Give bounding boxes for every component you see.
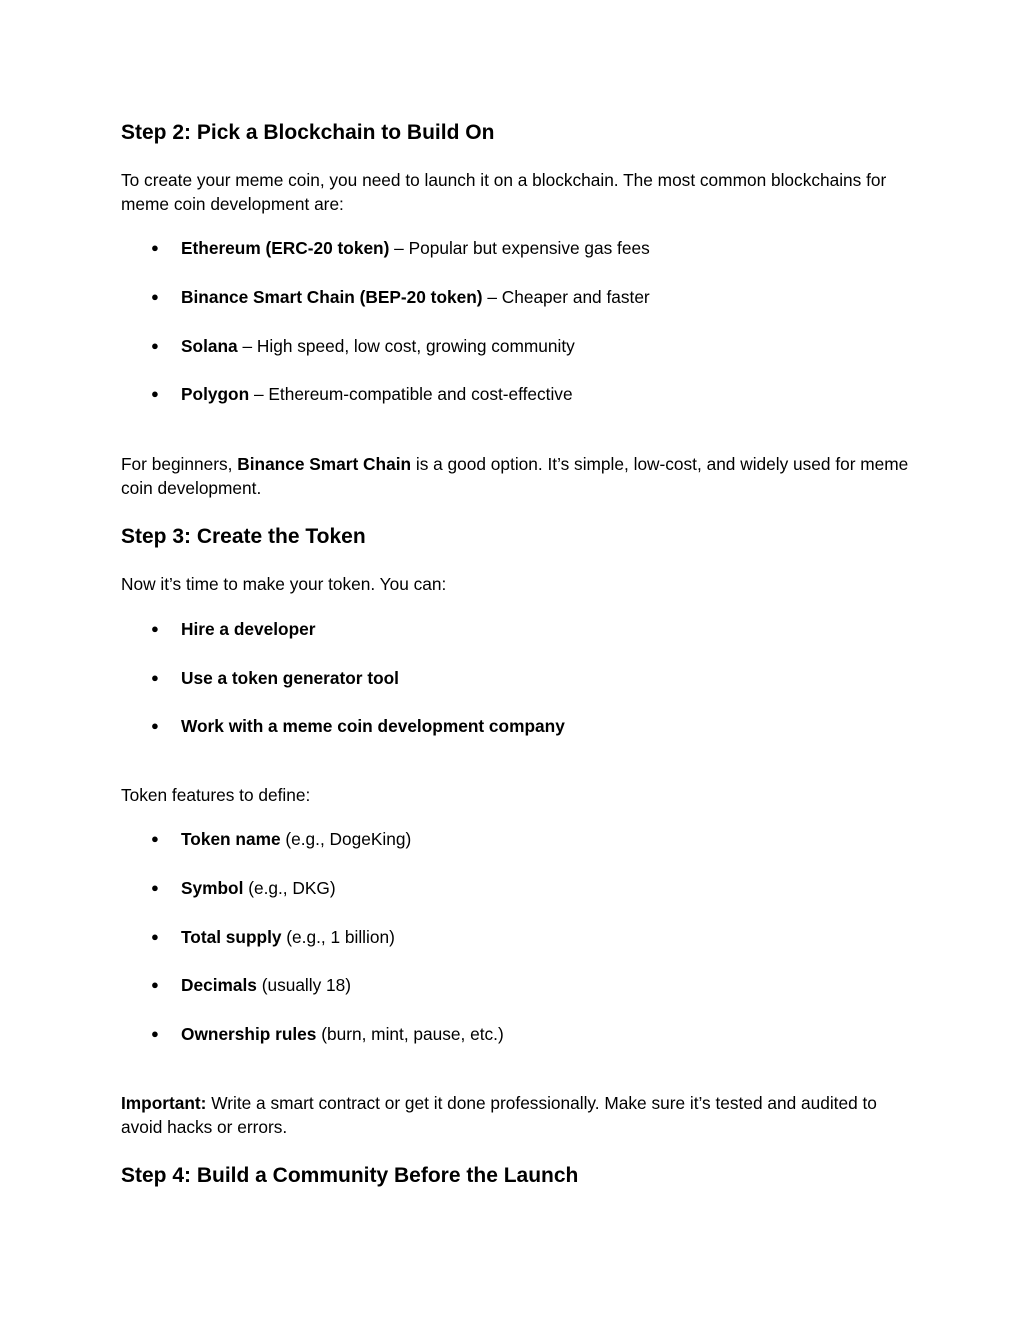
step2-intro: To create your meme coin, you need to launch it on a blockchain. The most common blockchains for meme coin development are:	[121, 170, 887, 214]
bullet-icon: ●	[151, 831, 159, 846]
important-label: Important:	[121, 1093, 207, 1113]
step4-heading: Step 4: Build a Community Before the Launch	[121, 1164, 579, 1187]
bullet-icon: ●	[151, 289, 159, 304]
bullet-icon: ●	[151, 880, 159, 895]
list-item-text	[181, 285, 650, 309]
list-item-text	[181, 973, 351, 997]
step2-note	[121, 452, 911, 500]
list-item-rest: – Ethereum-compatible and cost-effective	[249, 384, 573, 404]
list-item-rest: – Cheaper and faster	[482, 287, 650, 307]
list-item-text	[181, 1022, 504, 1046]
list-item-rest: (e.g., DogeKing)	[280, 829, 412, 849]
step3-heading: Step 3: Create the Token	[121, 525, 366, 548]
list-item-text	[181, 827, 411, 851]
list-item-rest: – High speed, low cost, growing community	[237, 336, 575, 356]
list-item-text	[181, 666, 399, 690]
list-item-bold: Solana	[181, 336, 238, 356]
list-item-bold: Binance Smart Chain (BEP-20 token)	[181, 287, 483, 307]
list-item-bold: Ownership rules	[181, 1024, 317, 1044]
bullet-icon: ●	[151, 977, 159, 992]
bullet-icon: ●	[151, 670, 159, 685]
step2-note-prefix: For beginners,	[121, 454, 238, 474]
list-item-text	[181, 876, 336, 900]
list-item-rest: (usually 18)	[256, 975, 352, 995]
list-item-bold: Ethereum (ERC-20 token)	[181, 238, 390, 258]
bullet-icon: ●	[151, 240, 159, 255]
bullet-icon: ●	[151, 386, 159, 401]
bullet-icon: ●	[151, 1026, 159, 1041]
bullet-icon: ●	[151, 718, 159, 733]
list-item-bold: Symbol	[181, 878, 244, 898]
important-text: Write a smart contract or get it done professionally. Make sure it’s tested and audited to avoid hacks or errors.	[121, 1093, 877, 1137]
step2-note-bold: Binance Smart Chain	[237, 454, 412, 474]
list-item-rest: – Popular but expensive gas fees	[389, 238, 650, 258]
list-item-text	[181, 925, 395, 949]
list-item-bold: Hire a developer	[181, 619, 316, 639]
list-item-bold: Decimals	[181, 975, 257, 995]
bullet-icon: ●	[151, 929, 159, 944]
list-item-text	[181, 714, 565, 738]
list-item-rest: (e.g., 1 billion)	[281, 927, 395, 947]
list-item-text	[181, 236, 650, 260]
list-item-rest: (burn, mint, pause, etc.)	[316, 1024, 504, 1044]
list-item-rest: (e.g., DKG)	[243, 878, 336, 898]
list-item-bold: Use a token generator tool	[181, 668, 399, 688]
step3-intro: Now it’s time to make your token. You can:	[121, 574, 447, 594]
list-item-bold: Total supply	[181, 927, 282, 947]
bullet-icon: ●	[151, 621, 159, 636]
step2-heading: Step 2: Pick a Blockchain to Build On	[121, 121, 495, 144]
list-item-bold: Work with a meme coin development company	[181, 716, 565, 736]
list-item-bold: Polygon	[181, 384, 250, 404]
important-note	[121, 1091, 911, 1139]
bullet-icon: ●	[151, 338, 159, 353]
list-item-text	[181, 382, 573, 406]
list-item-bold: Token name	[181, 829, 281, 849]
list-item-text	[181, 334, 575, 358]
step2-note-rest: is a good option. It’s simple, low-cost, and widely used for meme coin development.	[121, 454, 909, 498]
list-item-text	[181, 617, 315, 641]
features-intro: Token features to define:	[121, 785, 311, 805]
